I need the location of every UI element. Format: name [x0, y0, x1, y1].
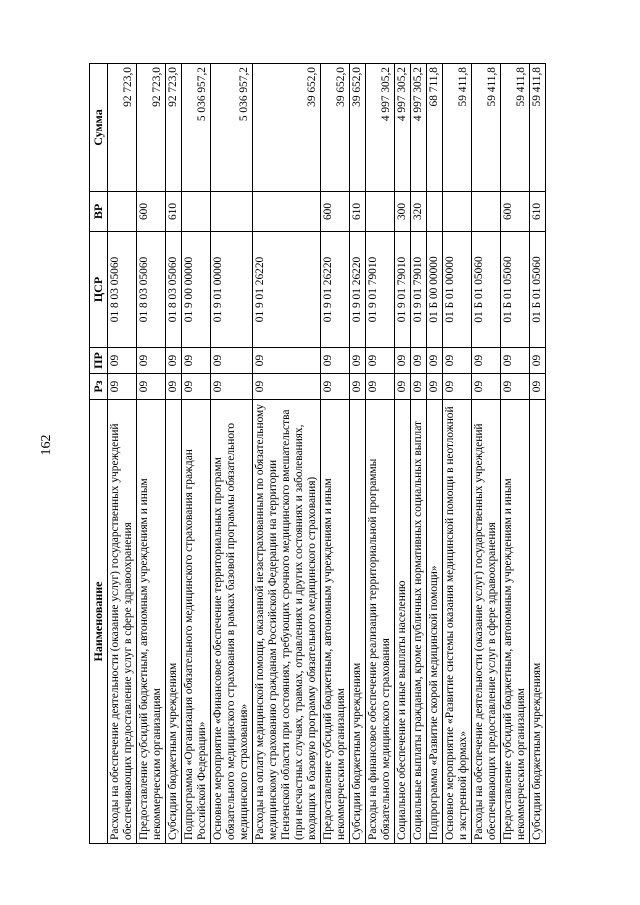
table-row [182, 64, 211, 844]
cell-vr: 610 [350, 192, 366, 232]
cell-csr: 01 9 01 79010 [366, 232, 395, 348]
cell-name: Социальное обеспечение и иные выплаты населению [395, 400, 411, 844]
table-row [411, 64, 427, 844]
cell-csr: 01 Б 01 05060 [530, 232, 546, 348]
header-pr: ПР [90, 348, 108, 374]
cell-pr: 09 [411, 348, 427, 374]
cell-sum: 39 652,0 [321, 64, 350, 192]
cell-pr: 09 [137, 348, 166, 374]
cell-pr: 09 [321, 348, 350, 374]
cell-pr: 09 [366, 348, 395, 374]
cell-csr: 01 8 03 05060 [166, 232, 182, 348]
table-row [108, 64, 137, 844]
cell-sum: 59 411,8 [443, 64, 472, 192]
cell-pr: 09 [253, 348, 321, 374]
cell-pr: 09 [427, 348, 443, 374]
cell-vr [182, 192, 211, 232]
cell-vr: 600 [501, 192, 530, 232]
cell-csr: 01 Б 00 00000 [427, 232, 443, 348]
cell-rz: 09 [530, 374, 546, 400]
page-number: 162 [39, 434, 54, 456]
cell-sum: 59 411,8 [501, 64, 530, 192]
cell-pr: 09 [530, 348, 546, 374]
cell-vr [427, 192, 443, 232]
cell-name: Предоставление субсидий бюджетным, автономным учреждениям и иным некоммерческим организациям [501, 400, 530, 844]
cell-name: Основное мероприятие «Развитие системы оказания медицинской помощи в неотложной и экстренной формах» [443, 400, 472, 844]
cell-rz: 09 [427, 374, 443, 400]
cell-pr: 09 [182, 348, 211, 374]
cell-rz: 09 [472, 374, 501, 400]
cell-rz: 09 [166, 374, 182, 400]
cell-vr [366, 192, 395, 232]
cell-rz: 09 [108, 374, 137, 400]
cell-vr [443, 192, 472, 232]
cell-name: Социальные выплаты гражданам, кроме публичных нормативных социальных выплат [411, 400, 427, 844]
cell-rz: 09 [182, 374, 211, 400]
cell-csr: 01 9 01 26220 [253, 232, 321, 348]
cell-sum: 5 036 957,2 [211, 64, 253, 192]
cell-name: Расходы на финансовое обеспечение реализации территориальной программы обязательного медицинского страхования [366, 400, 395, 844]
cell-sum: 4 997 305,2 [366, 64, 395, 192]
table-row [472, 64, 501, 844]
header-rz: Рз [90, 374, 108, 400]
cell-name: Субсидии бюджетным учреждениям [350, 400, 366, 844]
cell-csr: 01 9 01 79010 [395, 232, 411, 348]
cell-sum: 39 652,0 [253, 64, 321, 192]
cell-vr: 610 [530, 192, 546, 232]
header-csr: ЦСР [90, 232, 108, 348]
table-row [366, 64, 395, 844]
table-row [350, 64, 366, 844]
table-row [501, 64, 530, 844]
cell-pr: 09 [108, 348, 137, 374]
cell-pr: 09 [443, 348, 472, 374]
cell-name: Предоставление субсидий бюджетным, автономным учреждениям и иным некоммерческим организациям [137, 400, 166, 844]
cell-rz: 09 [411, 374, 427, 400]
cell-name: Расходы на оплату медицинской помощи, оказанной незастрахованным по обязательному медицинскому страхованию гражданам Российской Федерации на территории Пензенской области при состояниях, требующих срочного медицинского вмешательства (при несчастных случаях, травмах, отравлениях и других состояниях и заболеваниях, входящих в базовую программу обязательного медицинского страхования) [253, 400, 321, 844]
table-row [443, 64, 472, 844]
cell-vr [211, 192, 253, 232]
table-row [137, 64, 166, 844]
cell-sum: 92 723,0 [166, 64, 182, 192]
cell-rz: 09 [395, 374, 411, 400]
cell-pr: 09 [211, 348, 253, 374]
cell-sum: 39 652,0 [350, 64, 366, 192]
cell-vr [472, 192, 501, 232]
cell-name: Субсидии бюджетным учреждениям [166, 400, 182, 844]
cell-rz: 09 [501, 374, 530, 400]
cell-pr: 09 [395, 348, 411, 374]
cell-rz: 09 [321, 374, 350, 400]
table-row [530, 64, 546, 844]
cell-pr: 09 [501, 348, 530, 374]
cell-vr: 300 [395, 192, 411, 232]
cell-name: Расходы на обеспечение деятельности (оказание услуг) государственных учреждений обеспечивающих предоставление услуг в сфере здравоохранения [472, 400, 501, 844]
cell-sum: 92 723,0 [137, 64, 166, 192]
cell-vr: 600 [137, 192, 166, 232]
cell-vr: 610 [166, 192, 182, 232]
cell-csr: 01 9 00 00000 [182, 232, 211, 348]
cell-sum: 5 036 957,2 [182, 64, 211, 192]
cell-rz: 09 [137, 374, 166, 400]
table-header-row [90, 64, 108, 844]
cell-rz: 09 [350, 374, 366, 400]
cell-csr: 01 8 03 05060 [108, 232, 137, 348]
table-row [395, 64, 411, 844]
cell-name: Подпрограмма «Развитие скорой медицинской помощи» [427, 400, 443, 844]
header-sum: Сумма [90, 64, 108, 192]
table-row [211, 64, 253, 844]
table-row [253, 64, 321, 844]
cell-name: Предоставление субсидий бюджетным, автономным учреждениям и иным некоммерческим организациям [321, 400, 350, 844]
cell-rz: 09 [443, 374, 472, 400]
cell-vr: 320 [411, 192, 427, 232]
cell-pr: 09 [350, 348, 366, 374]
cell-sum: 92 723,0 [108, 64, 137, 192]
cell-csr: 01 9 01 79010 [411, 232, 427, 348]
cell-csr: 01 9 01 00000 [211, 232, 253, 348]
cell-csr: 01 8 03 05060 [137, 232, 166, 348]
cell-rz: 09 [211, 374, 253, 400]
cell-pr: 09 [166, 348, 182, 374]
cell-rz: 09 [253, 374, 321, 400]
cell-sum: 4 997 305,2 [395, 64, 411, 192]
cell-vr [108, 192, 137, 232]
cell-vr: 600 [321, 192, 350, 232]
table-row [427, 64, 443, 844]
budget-table-container [89, 64, 564, 844]
cell-pr: 09 [472, 348, 501, 374]
cell-csr: 01 Б 01 05060 [501, 232, 530, 348]
table-row [321, 64, 350, 844]
cell-name: Основное мероприятие «Финансовое обеспечение территориальных программ обязательного медицинского страхования в рамках базовой программы обязательного медицинского страхования» [211, 400, 253, 844]
cell-name: Подпрограмма «Организация обязательного медицинского страхования граждан Российской Федерации» [182, 400, 211, 844]
cell-vr [253, 192, 321, 232]
cell-sum: 4 997 305,2 [411, 64, 427, 192]
cell-sum: 68 711,8 [427, 64, 443, 192]
cell-name: Расходы на обеспечение деятельности (оказание услуг) государственных учреждений обеспечивающих предоставление услуг в сфере здравоохранения [108, 400, 137, 844]
cell-sum: 59 411,8 [472, 64, 501, 192]
cell-name: Субсидии бюджетным учреждениям [530, 400, 546, 844]
header-vr: ВР [90, 192, 108, 232]
header-name: Наименование [90, 400, 108, 844]
cell-sum: 59 411,8 [530, 64, 546, 192]
cell-csr: 01 Б 01 00000 [443, 232, 472, 348]
budget-table [89, 63, 546, 844]
table-row [166, 64, 182, 844]
cell-rz: 09 [366, 374, 395, 400]
cell-csr: 01 Б 01 05060 [472, 232, 501, 348]
cell-csr: 01 9 01 26220 [350, 232, 366, 348]
cell-csr: 01 9 01 26220 [321, 232, 350, 348]
table-body [108, 64, 546, 844]
